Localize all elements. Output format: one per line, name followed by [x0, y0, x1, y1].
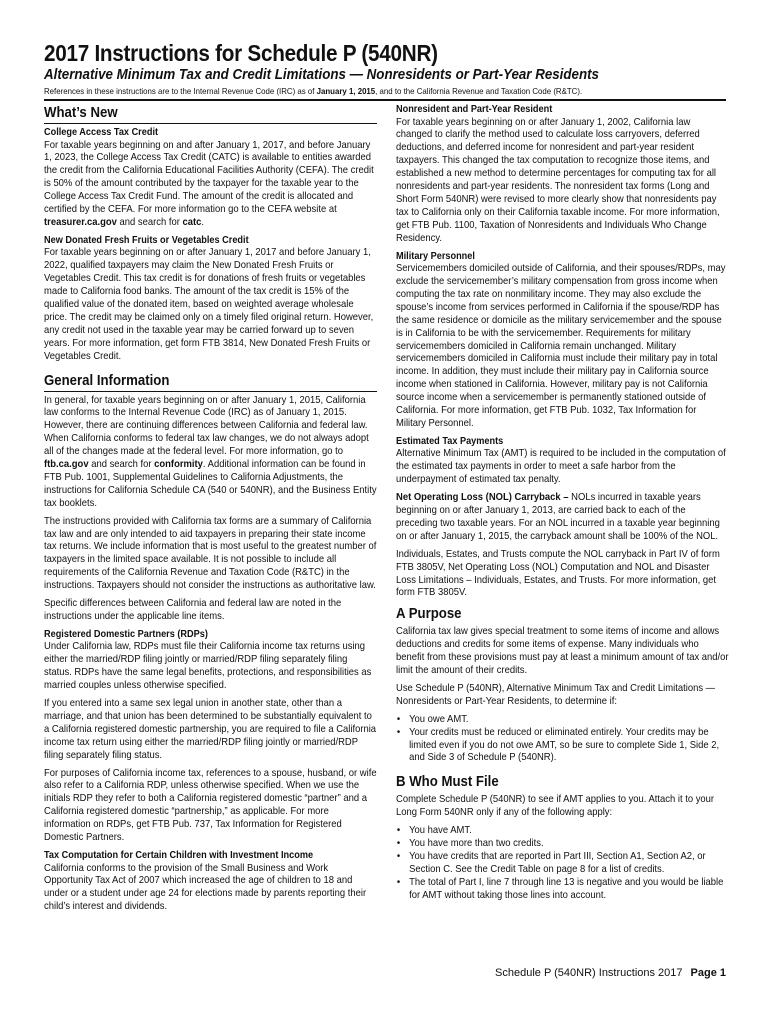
nonresident-paragraph: For taxable years beginning on or after January 1, 2002, California law changed to clarify the method used to calculate loss carryovers, deferred deductions, and deferred income for nonresident and part-year resident taxpayers. This changed the tax computation to recognize those items, and established a new method to determine percentages for computing tax for all nonresidents and part-year residents. The nonresident tax forms (Long and Short Form 540NR) were revised to more clearly show that nonresidents pay tax to California only on their California taxable income. For more information, get FTB Pub. 1100, Taxation of Nonresidents and Individuals Who Change Residency.	[396, 116, 720, 244]
refs-text-b: , and to the California Revenue and Taxation Code (R&TC).	[375, 87, 583, 96]
gen-text-a: In general, for taxable years beginning on or after January 1, 2015, California law conforms to the Internal Revenue Code (IRC) as of January 1, 2015. However, there are continuing differences between California and federal law. When California conforms to federal tax law changes, we do not always adopt all of the changes made at the federal level. For more information, go to	[44, 394, 369, 458]
refs-date: January 1, 2015	[316, 87, 376, 96]
nol-paragraph	[396, 492, 729, 544]
references-note	[44, 87, 582, 96]
fruits-heading: New Donated Fresh Fruits or Vegetables Credit	[44, 234, 249, 246]
nol-heading: Net Operating Loss (NOL) Carryback –	[396, 492, 569, 504]
nol-paragraph-2: Individuals, Estates, and Trusts compute the NOL carryback in Part IV of form FTB 3805V, Net Operating Loss (NOL) Computation and NOL and Disaster Loss Limitations – Individuals, Estates, and Trusts. For more information, get form FTB 3805V.	[396, 548, 720, 599]
page-number: Page 1	[690, 967, 726, 979]
page-title: 2017 Instructions for Schedule P (540NR)	[44, 40, 438, 66]
fruits-paragraph: For taxable years beginning on or after January 1, 2017 and before January 1, 2022, qualified taxpayers may claim the New Donated Fresh Fruits or Vegetables Credit. This tax credit is for donations of fresh fruits or vegetables made to California food banks. The amount of the tax credit is 15% of the qualified value of the donated item, based on weighted average wholesale price. The credit may be claimed only on a timely filed original return. However, any credit not used in the taxable year may be carried forward up to seven years. For more information, get form FTB 3814, New Donated Fresh Fruits or Vegetables Credit.	[44, 247, 374, 362]
nonresident-heading: Nonresident and Part-Year Resident	[396, 104, 553, 115]
gen-keyword: conformity	[154, 459, 203, 471]
section-b-label: B Who Must File	[396, 773, 499, 791]
page-footer	[495, 967, 726, 979]
military-paragraph: Servicemembers domiciled outside of California, and their spouses/RDPs, may exclude the servicemember’s military compensation from gross income when computing the tax rate on nonmilitary income. They may also exclude the spouse’s income from services performed in California if the spouse/RDP has the same residence or domicile as the military servicemember and the spouse is in California to be with the servicemember. Requirements for military servicemembers domiciled in California remain unchanged. Military servicemembers domiciled in California must include their military pay in total income. In addition, they must include their military pay in California source income when stationed in California. However, military pay is not California source income when a servicemember is permanently stationed outside of California. For more information, get FTB Pub. 1032, Tax Information for Military Personnel.	[396, 263, 726, 429]
purpose-paragraph-1: California tax law gives special treatment to some items of income and allows deductions and credits for some items of expense. Many individuals who benefit from these provisions must pay at least a minimum amount of tax and/or limit the amount of their credits.	[396, 626, 729, 677]
purpose-bullet-list	[396, 714, 729, 766]
gen-url: ftb.ca.gov	[44, 459, 89, 471]
general-paragraph-1	[44, 395, 377, 511]
list-item: • The total of Part I, line 7 through line 13 is negative and you would be liable for AMT without taking those lines into account.	[396, 877, 729, 903]
college-url: treasurer.ca.gov	[44, 216, 117, 228]
college-text-mid: and search for	[116, 216, 183, 228]
list-item: • You have more than two credits.	[396, 838, 729, 851]
military-heading: Military Personnel	[396, 250, 475, 262]
left-column	[44, 104, 377, 919]
rdp-paragraph-3: For purposes of California income tax, references to a spouse, husband, or wife also refer to a California RDP, unless otherwise specified. When we use the initials RDP they refer to both a California registered domestic “partner” and a California registered domestic “partnership,” as applicable. For more information on RDPs, get FTB Pub. 737, Tax Information for Registered Domestic Partners.	[44, 767, 377, 844]
college-paragraph	[44, 140, 377, 230]
list-item: • You have AMT.	[396, 825, 729, 838]
general-paragraph-3: Specific differences between California and federal law are noted in the instructions under the applicable line items.	[44, 598, 342, 622]
kids-heading: Tax Computation for Certain Children with Investment Income	[44, 850, 314, 861]
college-text: For taxable years beginning on and after January 1, 2017, and before January 1, 2023, the College Access Tax Credit (CATC) is available to entities awarded the credit from the California Educational Facilities Authority (CEFA). The credit is 50% of the amount contributed by the taxpayer for the taxable year to the College Access Tax Credit Fund. The amount of the credit is allocated and certified by the CEFA. For more information go to the CEFA website at	[44, 139, 374, 216]
estimated-tax-paragraph: Alternative Minimum Tax (AMT) is required to be included in the computation of the estimated tax payments in order to meet a safe harbor from the underpayment of estimated tax penalty.	[396, 448, 726, 486]
kids-paragraph: California conforms to the provision of the Small Business and Work Opportunity Tax Act of 2007 which increased the age of children to 18 and under or a student under age 24 for elections made by parents reporting their child’s interest and dividends.	[44, 862, 367, 913]
rdp-paragraph-2: If you entered into a same sex legal union in another state, other than a marriage, and that union has been determined to be substantially equivalent to a California registered domestic partnership, you are required to file a California income tax return using either the married/RDP filing jointly or married/RDP filing separately filing status.	[44, 698, 377, 761]
who-must-file-paragraph: Complete Schedule P (540NR) to see if AMT applies to you. Attach it to your Long Form 540NR only if any of the following apply:	[396, 794, 715, 819]
rdp-paragraph-1: Under California law, RDPs must file their California income tax returns using either the married/RDP filing jointly or married/RDP filing separately filing status. RDPs have the same legal benefits, protections, and responsibilities as married couples unless otherwise specified.	[44, 641, 372, 692]
gen-text-c: . Additional information can be found in FTB Pub. 1001, Supplemental Guidelines to California Adjustments, the instructions for California Schedule CA (540 or 540NR), and the Business Entity tax booklets.	[44, 459, 377, 509]
rdp-heading: Registered Domestic Partners (RDPs)	[44, 628, 208, 640]
header-rule	[44, 99, 726, 101]
section-a-label: A Purpose	[396, 605, 462, 623]
right-column	[396, 104, 729, 907]
footer-text: Schedule P (540NR) Instructions 2017	[495, 967, 683, 979]
nol-text: NOLs incurred in taxable years beginning on or after January 1, 2013, are carried back to each of the preceding two taxable years. For an NOL incurred in a taxable year beginning on or after January 1, 2015, the carryback amount shall be 100% of the NOL.	[396, 492, 720, 542]
college-keyword: catc	[182, 216, 202, 228]
list-item: • You have credits that are reported in Part III, Section A1, Section A2, or Section C. See the Credit Table on page 8 for a list of credits.	[396, 851, 729, 877]
estimated-tax-heading: Estimated Tax Payments	[396, 435, 504, 447]
general-paragraph-2: The instructions provided with California tax forms are a summary of California tax law and are only intended to aid taxpayers in preparing their state income tax returns. We include information that is most useful to the greatest number of taxpayers in the limited space available. It is not possible to include all requirements of the California Revenue and Taxation Code (R&TC) in the instructions. Taxpayers should not consider the instructions as authoritative law.	[44, 515, 377, 592]
page-subtitle: Alternative Minimum Tax and Credit Limitations — Nonresidents or Part-Year Residents	[44, 67, 599, 83]
gen-text-b: and search for	[88, 459, 155, 471]
section-a-purpose	[396, 605, 729, 623]
section-general-label: General Information	[44, 371, 170, 389]
refs-text-a: References in these instructions are to the Internal Revenue Code (IRC) as of	[44, 87, 317, 96]
section-whats-new	[44, 104, 377, 124]
section-b-who-must-file	[396, 773, 729, 791]
purpose-paragraph-2: Use Schedule P (540NR), Alternative Minimum Tax and Credit Limitations — Nonresidents or Part-Year Residents, to determine if:	[396, 682, 716, 707]
list-item: • You owe AMT.	[396, 714, 729, 727]
document-page	[44, 0, 729, 1024]
college-heading: College Access Tax Credit	[44, 127, 159, 138]
section-whats-new-label: What’s New	[44, 104, 118, 121]
who-must-file-bullet-list	[396, 825, 729, 902]
college-text-end: .	[201, 216, 205, 228]
list-item: • Your credits must be reduced or eliminated entirely. Your credits may be limited even if you do not owe AMT, so be sure to complete Side 1, Side 2, and Side 3 of Schedule P (540NR).	[396, 727, 729, 766]
section-general-information	[44, 372, 377, 392]
